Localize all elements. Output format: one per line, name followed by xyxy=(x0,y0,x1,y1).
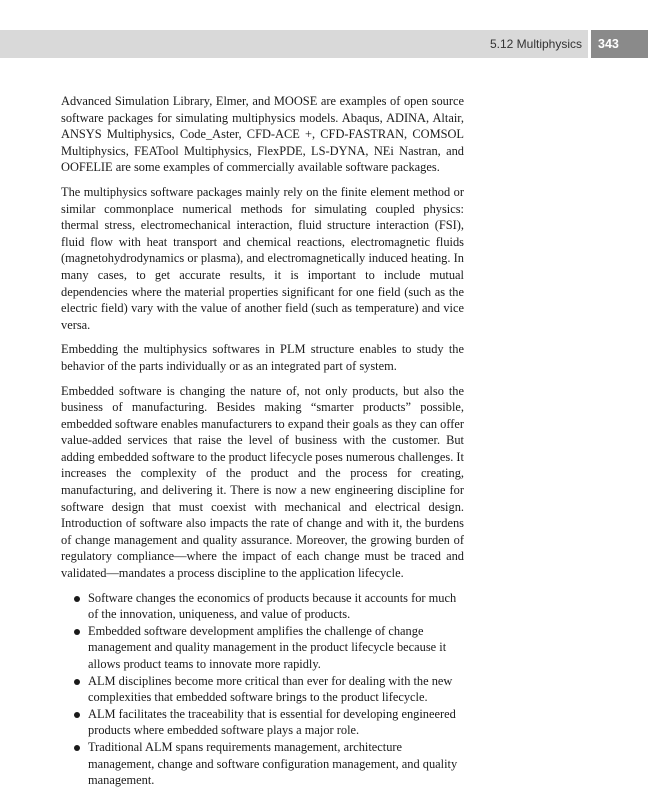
list-item xyxy=(61,739,464,789)
list-item xyxy=(61,706,464,739)
bullet-dot-icon xyxy=(74,596,80,602)
list-item xyxy=(61,623,464,673)
paragraph-open-source-packages: Advanced Simulation Library, Elmer, and MOOSE are examples of open source software packages for simulating multiphysics models. Abaqus, ADINA, Altair, ANSYS Multiphysics, Code_Aster, CFD-ACE +, CFD-FASTRAN, COMSOL Multiphysics, FEATool Multiphysics, FlexPDE, LS-DYNA, NEi Nastran, and OOFELIE are some examples of commercially available software packages. xyxy=(61,94,464,175)
list-item xyxy=(61,673,464,706)
paragraph-plm-embedding: Embedding the multiphysics softwares in PLM structure enables to study the behavior of the parts individually or as an integrated part of system. xyxy=(61,342,464,373)
running-header xyxy=(0,30,648,58)
list-item xyxy=(61,590,464,623)
list-item-text: Embedded software development amplifies the challenge of change management and quality management in the product lifecycle because it allows product teams to innovate more rapidly. xyxy=(88,623,447,671)
paragraph-fem-methods: The multiphysics software packages mainly rely on the finite element method or similar commonplace numerical methods for simulating coupled physics: thermal stress, electromechanical interaction, fluid structure interaction (FSI), fluid flow with heat transport and chemical reactions, electromagnetic fluids (magnetohydrodynamics or plasma), and electromagnetically induced heating. In many cases, to get accurate results, it is important to include mutual dependencies where the material properties significant for one field (such as the electric field) vary with the value of another field (such as temperature) and vice versa. xyxy=(61,184,464,332)
bullet-dot-icon xyxy=(74,712,80,718)
bullet-dot-icon xyxy=(74,679,80,685)
list-item-text: ALM disciplines become more critical than ever for dealing with the new complexities that embedded software brings to the product lifecycle. xyxy=(88,673,453,705)
list-item-text: ALM facilitates the traceability that is essential for developing engineered products where embedded software plays a major role. xyxy=(88,706,456,738)
bullet-list xyxy=(61,590,464,789)
page-number: 343 xyxy=(591,30,648,58)
list-item-text: Traditional ALM spans requirements management, architecture management, change and software configuration management, and quality management. xyxy=(88,739,458,788)
body-text xyxy=(61,93,464,789)
section-title: 5.12 Multiphysics xyxy=(489,37,582,51)
bullet-dot-icon xyxy=(74,629,80,635)
paragraph-embedded-software: Embedded software is changing the nature of, not only products, but also the business of manufacturing. Besides making “smarter products” possible, embedded software enables manufacturers to expand their goals as they can offer value-added services that raise the level of business with the customer. But adding embedded software to the product lifecycle poses numerous challenges. It increases the complexity of the product and the process for creating, manufacturing, and delivering it. There is now a new engineering discipline for software design that must coexist with mechanical and electrical design. Introduction of software also impacts the rate of change and with it, the burdens of change management and quality assurance. Moreover, the growing burden of regulatory compliance—where the impact of each change must be traced and validated—mandates a process discipline to the application lifecycle. xyxy=(61,383,464,581)
bullet-dot-icon xyxy=(74,745,80,751)
list-item-text: Software changes the economics of products because it accounts for much of the innovation, uniqueness, and value of products. xyxy=(88,590,457,622)
